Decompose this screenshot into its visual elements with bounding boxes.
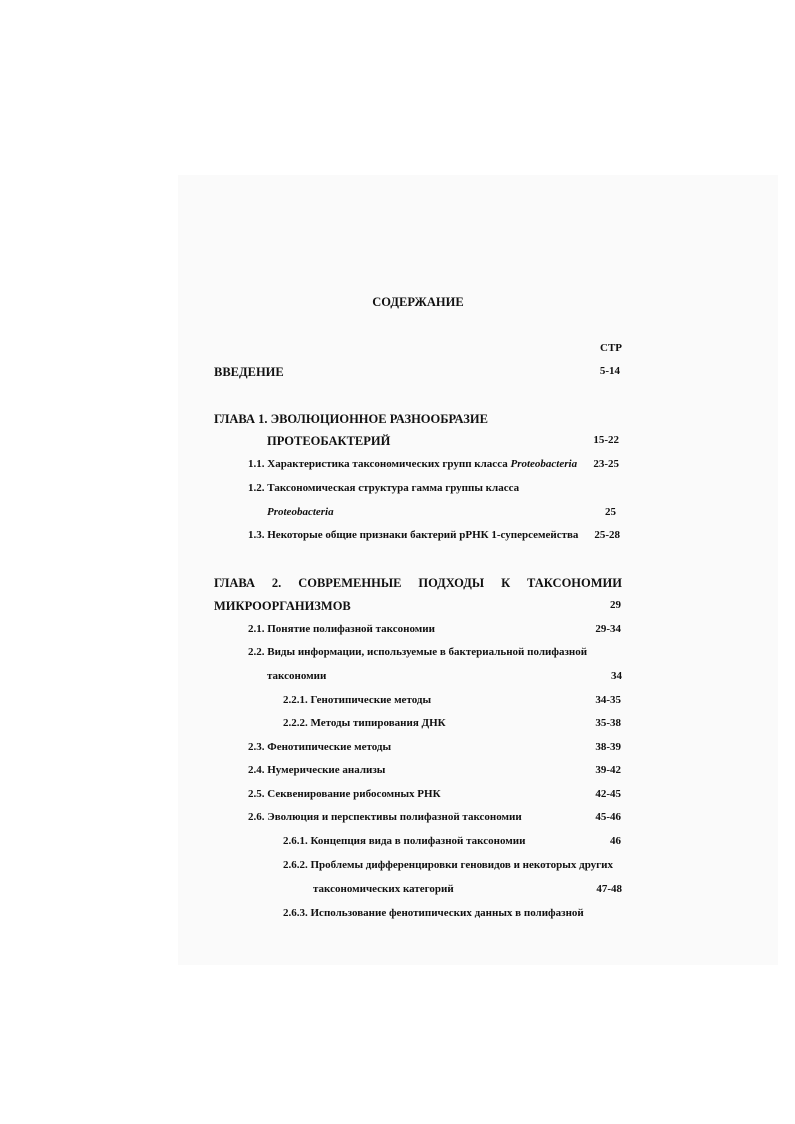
toc-title: СОДЕРЖАНИЕ [372, 295, 464, 309]
intro-label: ВВЕДЕНИЕ [214, 365, 284, 379]
chapter1-heading-line1: ГЛАВА 1. ЭВОЛЮЦИОННОЕ РАЗНООБРАЗИЕ [214, 412, 488, 426]
toc-entry-2-1: 2.1. Понятие полифазной таксономии [248, 623, 435, 635]
toc-entry-1-2-italic: Proteobacteria [267, 506, 334, 518]
chapter1-heading-line2: ПРОТЕОБАКТЕРИЙ [267, 434, 391, 448]
toc-entry-2-6-2-cont: таксономических категорий [313, 883, 454, 895]
toc-entry-2-2: 2.2. Виды информации, используемые в бактериальной полифазной [248, 646, 588, 658]
toc-entry-2-6-1: 2.6.1. Концепция вида в полифазной таксономии [283, 835, 526, 847]
chapter1-pages: 15-22 [593, 434, 619, 446]
toc-entry-1-1-text: 1.1. Характеристика таксономических групп класса [248, 458, 508, 470]
toc-entry-1-1-pages: 23-25 [593, 458, 619, 470]
chapter2-heading-line1 [214, 577, 622, 590]
chapter2-word-4: ПОДХОДЫ [418, 576, 485, 590]
toc-entry-2-6-2-pages: 47-48 [596, 883, 622, 895]
toc-entry-2-4: 2.4. Нумерические анализы [248, 764, 386, 776]
toc-entry-2-6-3: 2.6.3. Использование фенотипических данных в полифазной [283, 907, 584, 919]
toc-entry-1-1 [248, 459, 577, 470]
toc-entry-1-1-italic: Proteobacteria [510, 458, 578, 470]
toc-entry-2-1-pages: 29-34 [595, 623, 621, 635]
toc-entry-2-5-pages: 42-45 [595, 788, 621, 800]
toc-entry-2-6-pages: 45-46 [595, 811, 621, 823]
toc-entry-2-2-2-pages: 35-38 [595, 717, 621, 729]
toc-entry-2-3-pages: 38-39 [595, 741, 621, 753]
chapter2-word-1: ГЛАВА [214, 576, 255, 590]
toc-entry-2-2-cont: таксономии [267, 670, 327, 682]
toc-entry-2-4-pages: 39-42 [595, 764, 621, 776]
chapter2-word-6: ТАКСОНОМИИ [527, 576, 622, 590]
toc-entry-1-2: 1.2. Таксономическая структура гамма группы класса [248, 482, 520, 494]
chapter2-word-3: СОВРЕМЕННЫЕ [298, 576, 402, 590]
toc-entry-2-2-2: 2.2.2. Методы типирования ДНК [283, 717, 446, 729]
toc-entry-1-3: 1.3. Некоторые общие признаки бактерий рРНК 1-суперсемейства [248, 529, 579, 541]
page-column-label: СТР [600, 342, 622, 354]
toc-entry-2-6-1-pages: 46 [610, 835, 621, 847]
toc-entry-2-6-2: 2.6.2. Проблемы дифференцировки геновидов и некоторых других [283, 859, 614, 871]
toc-entry-1-3-pages: 25-28 [594, 529, 620, 541]
chapter2-heading-line2: МИКРООРГАНИЗМОВ [214, 599, 351, 613]
chapter2-word-5: К [501, 576, 511, 590]
toc-entry-2-3: 2.3. Фенотипические методы [248, 741, 392, 753]
intro-pages: 5-14 [599, 365, 620, 377]
chapter2-pages: 29 [610, 599, 621, 611]
toc-entry-2-2-1-pages: 34-35 [595, 694, 621, 706]
toc-entry-2-5: 2.5. Секвенирование рибосомных РНК [248, 788, 441, 800]
toc-entry-2-2-pages: 34 [611, 670, 622, 682]
toc-entry-1-2-pages: 25 [605, 506, 616, 518]
toc-entry-2-2-1: 2.2.1. Генотипические методы [283, 694, 432, 706]
toc-entry-2-6: 2.6. Эволюция и перспективы полифазной таксономии [248, 811, 522, 823]
chapter2-word-2: 2. [271, 576, 282, 590]
toc-entry-1-2-cont [267, 507, 334, 518]
